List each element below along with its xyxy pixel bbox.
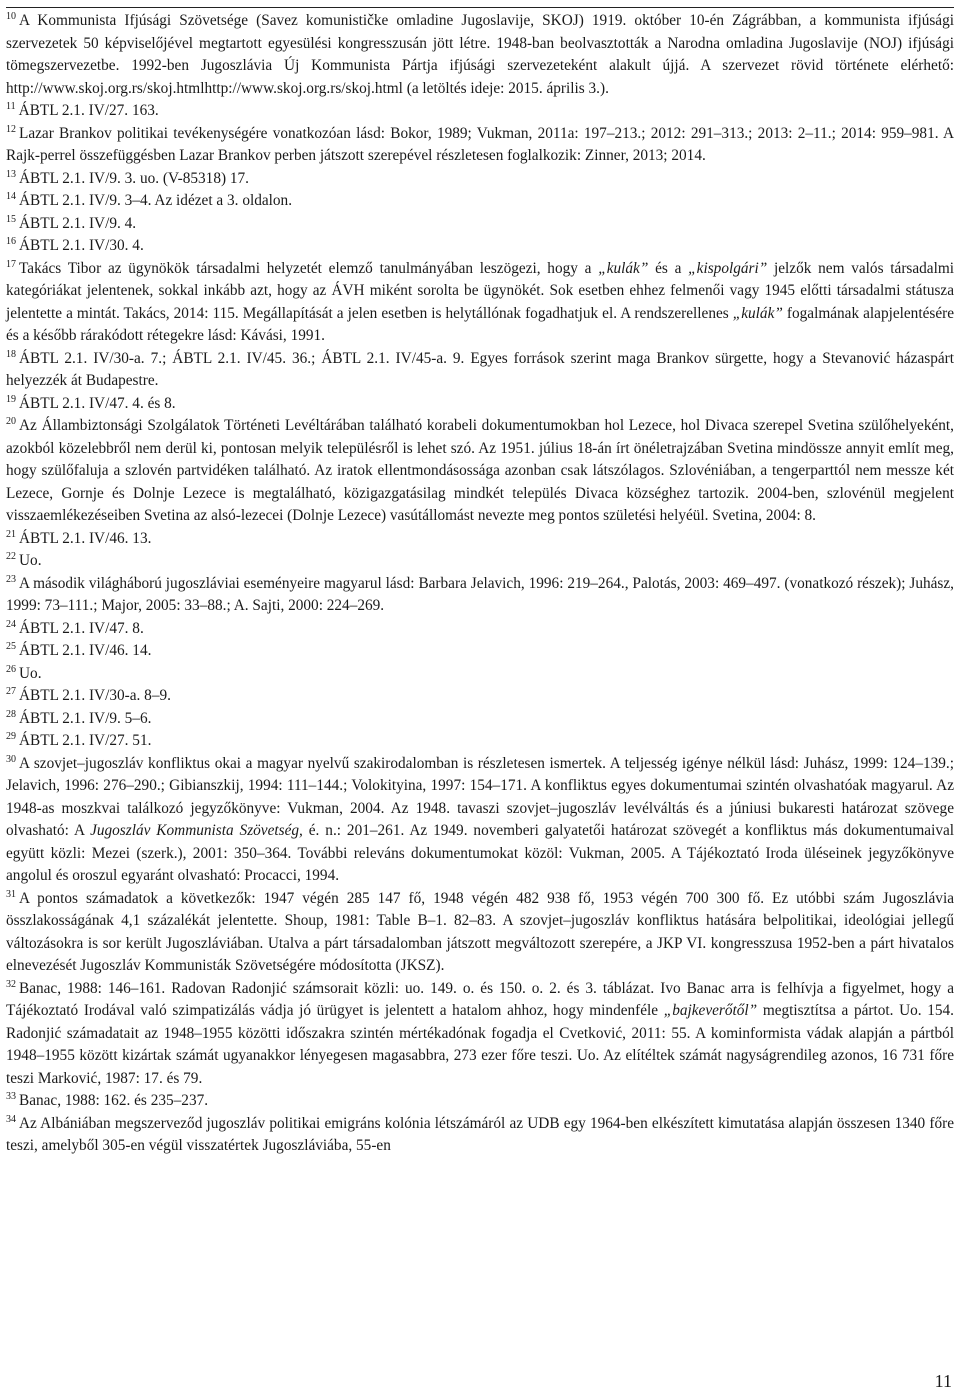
footnote-31 bbox=[6, 888, 954, 978]
footnote-15 bbox=[6, 213, 954, 236]
footnote-text: ÁBTL 2.1. IV/27. 163. bbox=[18, 102, 159, 119]
footnote-30 bbox=[6, 753, 954, 888]
footnote-24 bbox=[6, 618, 954, 641]
footnote-text: ÁBTL 2.1. IV/46. 13. bbox=[19, 529, 152, 547]
footnote-number: 27 bbox=[6, 686, 16, 697]
footnote-text: Banac, 1988: 162. és 235–237. bbox=[19, 1092, 209, 1109]
footnote-text: megtisztítsa a pártot. Uo. 154. Radonjić számadatait az 1948–1955 közötti időszakra szintén mértékadónak fogadja el Cvetković, 2011: 55. A kominformista vádak alapján a pártból 1948–1955 között kizártak számát ugyanakkor lényegesen magasabbra, 273 ezer főre teszi. Uo. Az elítéltek számát nagyságrendileg azonos, 16 731 főre teszi Marković, 1987: 17. és 79. bbox=[6, 1002, 954, 1087]
footnote-34 bbox=[6, 1113, 954, 1158]
footnote-number: 19 bbox=[6, 393, 16, 405]
footnote-27 bbox=[6, 685, 954, 708]
footnote-22 bbox=[6, 550, 954, 573]
footnote-number: 30 bbox=[6, 753, 16, 765]
footnote-number: 34 bbox=[6, 1113, 16, 1125]
footnote-text: Uo. bbox=[19, 552, 42, 569]
footnotes-section bbox=[6, 10, 954, 1158]
footnote-italic-text: „kulák” bbox=[598, 259, 649, 277]
footnote-32 bbox=[6, 978, 954, 1091]
footnote-19 bbox=[6, 393, 954, 416]
footnote-text: Takács Tibor az ügynökök társadalmi helyzetét elemző tanulmányában leszögezi, hogy a bbox=[19, 259, 599, 277]
footnote-18 bbox=[6, 348, 954, 393]
footnote-16 bbox=[6, 235, 954, 258]
footnote-29 bbox=[6, 730, 954, 753]
footnote-number: 11 bbox=[6, 101, 16, 112]
footnote-text: ÁBTL 2.1. IV/9. 5–6. bbox=[19, 709, 152, 727]
footnote-number: 20 bbox=[6, 416, 16, 427]
footnote-13 bbox=[6, 168, 954, 191]
footnote-number: 29 bbox=[6, 731, 16, 742]
footnote-33 bbox=[6, 1090, 954, 1113]
footnote-text: ÁBTL 2.1. IV/9. 3–4. Az idézet a 3. oldalon. bbox=[19, 192, 293, 209]
footnote-number: 18 bbox=[6, 348, 16, 360]
footnote-italic-text: Jugoszláv Kommunista Szövetség, bbox=[90, 822, 303, 839]
footnote-number: 25 bbox=[6, 641, 16, 652]
footnote-number: 14 bbox=[6, 191, 16, 202]
footnote-17 bbox=[6, 258, 954, 348]
footnote-italic-text: „kulák” bbox=[732, 304, 783, 322]
footnote-text: ÁBTL 2.1. IV/30-a. 8–9. bbox=[19, 687, 171, 704]
footnote-28 bbox=[6, 708, 954, 731]
footnote-number: 17 bbox=[6, 258, 16, 270]
footnote-text: ÁBTL 2.1. IV/47. 8. bbox=[19, 619, 144, 637]
footnote-text: é. n.: 201–261. Az 1949. novemberi galyatetői határozat szövegét a konfliktus más dokumentumaival együtt közli: Mezei (szerk.), 2001: 350–364. További releváns dokumentumokat közöl: Vukman, 2005. A Tájékoztató Iroda üléseinek jegyzőkönyve angolul és oroszul egyaránt olvasható: Procacci, 1994. bbox=[6, 822, 955, 884]
footnote-italic-text: „bajkeverőtől” bbox=[663, 1002, 758, 1019]
footnote-text: A Kommunista Ifjúsági Szövetsége (Savez komunističke omladine Jugoslavije, SKOJ) 1919. október 10-én Zágrábban, a kommunista ifjúsági szervezetek 50 képviselőjével megtartott egyesülési kongresszusán jött létre. 1948-ban beolvasztották a Narodna omladina Jugoslavije (NOJ) ifjúsági tömegszervezetbe. 1992-ben Jugoszlávia Új Kommunista Pártja ifjúsági szervezeteként alakult újjá. A szervezet rövid története elérhető: http://www.skoj.org.rs/skoj.htmlhttp://www.skoj.org.rs/skoj.html (a letöltés ideje: 2015. április 3.). bbox=[6, 12, 954, 97]
footnote-text: fogalmának alapjelentésére és a később rárakódott rétegekre lásd: Kávási, 1991. bbox=[6, 304, 954, 344]
footnote-text: Az Állambiztonsági Szolgálatok Történeti Levéltárában található korabeli dokumentumokban hol Lezece, hol Divaca szerepel Svetina szülőhelyeként, azokból közelebbről nem derül ki, pontosan melyik településről is lehet szó. Az 1951. július 18-án írt önéletrajzában Svetina mindössze annyit említ meg, hogy szülőfaluja a szlovén partvidéken található. Az iratok ellentmondásossága azonban csak látszólagos. Szlovéniában, a tengerparttól nem messze két Lezece, Gornje és Dolnje Lezece is megtalálható, közigazgatásilag mindkét település Divaca községhez tartozik. 2004-ben, szlovénül megjelent visszaemlékezéseiben Svetina az alsó-lezecei (Dolnje Lezece) vasútállomást nevezte meg pontos születési helyéül. Svetina, 2004: 8. bbox=[6, 417, 954, 524]
footnote-number: 26 bbox=[6, 663, 16, 675]
footnote-text: Uo. bbox=[19, 664, 42, 682]
footnote-text: A pontos számadatok a következők: 1947 végén 285 147 fő, 1948 végén 482 938 fő, 1953 végén 700 300 fő. Ez utóbbi szám Jugoszlávia összlakosságának 4,1 százalékát jelentette. Shoup, 1981: Table B–1. 82–83. A szovjet–jugoszláv konfliktus hatására belpolitikai, ideológiai jellegű változásokra is sor került Jugoszláviában. Utalva a párt társadalomban játszott megváltozott szerepére, a JKP VI. kongresszusa 1952-ben a párt hivatalos elnevezését Jugoszláv Kommunisták Szövetségére módosította (JKSZ). bbox=[6, 889, 954, 974]
footnote-23 bbox=[6, 573, 954, 618]
footnote-separator bbox=[6, 7, 954, 8]
footnote-10 bbox=[6, 10, 954, 100]
footnote-text: ÁBTL 2.1. IV/46. 14. bbox=[19, 642, 152, 659]
footnote-text: A második világháború jugoszláviai eseményeire magyarul lásd: Barbara Jelavich, 1996: 219–264., Palotás, 2003: 469–497. (vonatkozó részek); Juhász, 1999: 73–111.; Major, 2005: 33–88.; A. Sajti, 2000: 224–269. bbox=[6, 574, 954, 614]
footnote-21 bbox=[6, 528, 954, 551]
footnote-text: jelzők nem valós társadalmi kategóriákat jelentenek, sokkal inkább azt, hogy az ÁVH miként sorolta be ügynökét. Sok esetben ehhez felmenői vagy 1945 előtti társadalmi státusza jelentette a mintát. Takács, 2014: 115. Megállapítását a jelen esetben is helytállónak fogadhatjuk el. A rendszerellenes bbox=[6, 259, 954, 322]
footnote-number: 10 bbox=[6, 11, 16, 22]
page-number: 11 bbox=[934, 1371, 952, 1391]
footnote-26 bbox=[6, 663, 954, 686]
footnote-number: 31 bbox=[6, 888, 16, 900]
footnote-number: 33 bbox=[6, 1091, 16, 1102]
footnote-text: Banac, 1988: 146–161. Radovan Radonjić számsorait közli: uo. 149. o. és 150. o. 2. és 3. táblázat. Ivo Banac arra is felhívja a figyelmet, hogy a Tájékoztató Irodával való szimpatizálás vádja jó ürügyet is jelentett a hatalom ahhoz, hogy mindenféle bbox=[6, 979, 954, 1019]
footnote-number: 24 bbox=[6, 618, 16, 630]
footnote-text: Az Albániában megszerveződ jugoszláv politikai emigráns kolónia létszámáról az UDB egy 1964-ben elkészített kimutatása alapján összesen 1340 főre teszi, amelyből 305-en végül visszatértek Jugoszláviába, 55-en bbox=[6, 1114, 954, 1154]
footnote-11 bbox=[6, 100, 954, 123]
footnote-number: 16 bbox=[6, 236, 16, 247]
footnote-number: 22 bbox=[6, 551, 16, 562]
footnote-number: 15 bbox=[6, 213, 16, 225]
footnote-text: ÁBTL 2.1. IV/9. 4. bbox=[19, 214, 137, 232]
footnote-text: A szovjet–jugoszláv konfliktus okai a magyar nyelvű szakirodalomban is részletesen ismertek. A teljesség igénye nélkül lásd: Juhász, 1999: 124–139.; Jelavich, 1996: 276–290.; Gibianszkij, 1994: 111–144.; Volokityina, 1997: 154–171. A konfliktus egyes dokumentumai szintén olvashatóak magyarul. Az 1948-as moszkvai találkozó jegyzőkönyve: Vukman, 2004. Az 1948. tavaszi szovjet–jugoszláv levélváltás és a júniusi bukaresti határozat szövege olvasható: A bbox=[6, 754, 954, 839]
footnote-italic-text: „kispolgári” bbox=[688, 259, 768, 277]
footnote-text: ÁBTL 2.1. IV/30. 4. bbox=[19, 237, 144, 254]
footnote-text: ÁBTL 2.1. IV/30-a. 7.; ÁBTL 2.1. IV/45. 36.; ÁBTL 2.1. IV/45-a. 9. Egyes források szerint maga Brankov sürgette, hogy a Stevanović házaspárt helyezzék át Budapestre. bbox=[6, 349, 954, 389]
footnote-text: ÁBTL 2.1. IV/27. 51. bbox=[19, 732, 152, 749]
footnote-number: 32 bbox=[6, 978, 16, 990]
footnote-text: Lazar Brankov politikai tevékenységére vonatkozóan lásd: Bokor, 1989; Vukman, 2011a: 197–213.; 2012: 291–313.; 2013: 2–11.; 2014: 959–981. A Rajk-perrel összefüggésben Lazar Brankov perben játszott szerepével részletesen foglalkozik: Zinner, 2013; 2014. bbox=[6, 124, 954, 164]
footnote-20 bbox=[6, 415, 954, 528]
footnote-25 bbox=[6, 640, 954, 663]
footnote-text: ÁBTL 2.1. IV/9. 3. uo. (V-85318) 17. bbox=[19, 169, 250, 187]
footnote-number: 21 bbox=[6, 528, 16, 540]
footnote-number: 23 bbox=[6, 573, 16, 585]
footnote-text: és a bbox=[648, 259, 689, 277]
footnote-number: 13 bbox=[6, 168, 16, 180]
footnote-14 bbox=[6, 190, 954, 213]
footnote-number: 12 bbox=[6, 123, 16, 135]
footnote-12 bbox=[6, 123, 954, 168]
footnote-text: ÁBTL 2.1. IV/47. 4. és 8. bbox=[19, 394, 176, 412]
footnote-number: 28 bbox=[6, 708, 16, 720]
